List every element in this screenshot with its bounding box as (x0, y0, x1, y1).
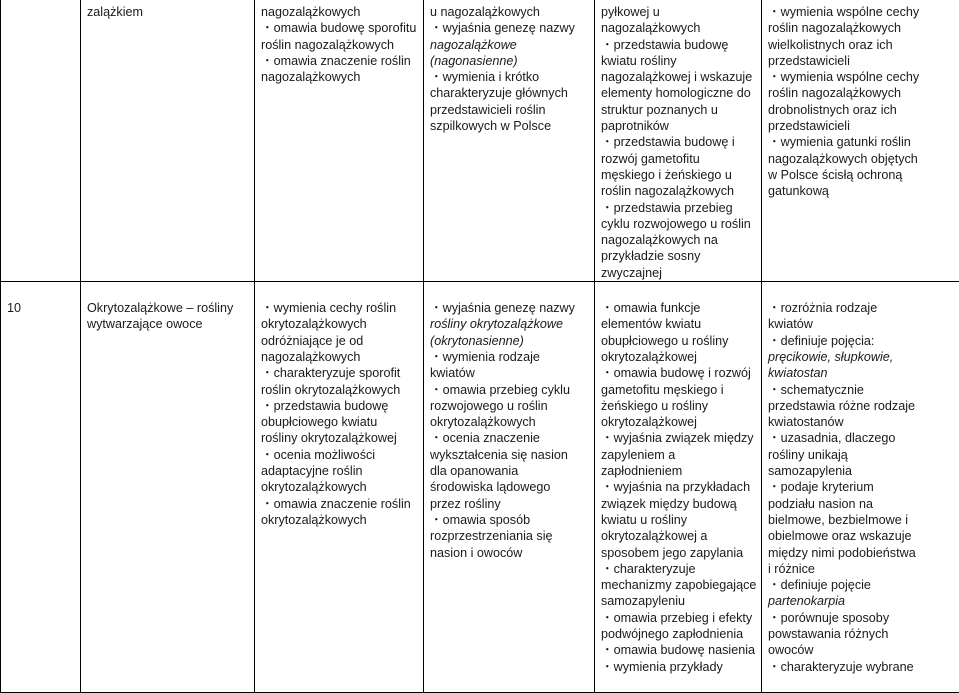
cell-text-line: przedstawicieli roślin (430, 102, 588, 118)
cell-text-line: rośliny okrytozalążkowe (430, 316, 588, 332)
cell-text-line: charakteryzuje głównych (430, 85, 588, 101)
cell-text-line: roślin nagozalążkowych (601, 183, 755, 199)
cell-text-line: kwiatów (430, 365, 588, 381)
cell-text-line: partenokarpia (768, 593, 953, 609)
cell-text-line: w Polsce ścisłą ochroną (768, 167, 953, 183)
cell-text-line: ・rozróżnia rodzaje (768, 300, 953, 316)
cell-text-line: sposobem jego zapylania (601, 545, 755, 561)
cell-text-line: gatunkową (768, 183, 953, 199)
cell-text-line: obielmowe oraz wskazuje (768, 528, 953, 544)
cell-text-line: ・wymienia wspólne cechy (768, 4, 953, 20)
cell-text-line: ・wymienia wspólne cechy (768, 69, 953, 85)
requirements-cell-4 (762, 0, 959, 282)
cell-text-line: środowiska lądowego (430, 479, 588, 495)
cell-text-line: nagozalążkowe (430, 37, 588, 53)
cell-text-line: nagozalążkowych (261, 4, 417, 20)
requirements-cell-3 (595, 0, 762, 282)
cell-text-line: ・przedstawia budowę (261, 398, 417, 414)
cell-text-line: ・wymienia gatunki roślin (768, 134, 953, 150)
cell-text-line: dla opanowania (430, 463, 588, 479)
cell-text-line: ・schematycznie (768, 382, 953, 398)
cell-text-line: ・omawia znaczenie roślin (261, 53, 417, 69)
cell-text-line: kwiatu u rośliny (601, 512, 755, 528)
cell-text-line: związek między budową (601, 496, 755, 512)
cell-text-line: roślin nagozalążkowych (261, 37, 417, 53)
requirements-cell-1 (255, 0, 424, 282)
cell-text-line: wykształcenia się nasion (430, 447, 588, 463)
cell-text-line: przez rośliny (430, 496, 588, 512)
cell-text-line: ・wymienia cechy roślin (261, 300, 417, 316)
cell-text-line: zapyleniem a (601, 447, 755, 463)
cell-text-line: ・omawia przebieg cyklu (430, 382, 588, 398)
cell-text-line: nagozalążkowych na (601, 232, 755, 248)
cell-text-line: ・wyjaśnia genezę nazwy (430, 20, 588, 36)
cell-text-line: ・wyjaśnia na przykładach (601, 479, 755, 495)
cell-text-line: obupłciowego u rośliny (601, 333, 755, 349)
cell-text-line: obupłciowego kwiatu (261, 414, 417, 430)
cell-text-line: ・charakteryzuje (601, 561, 755, 577)
cell-text-line: przedstawicieli (768, 118, 953, 134)
cell-text-line: ・przedstawia budowę i (601, 134, 755, 150)
lesson-number: 10 (7, 301, 21, 315)
cell-text-line: nagozalążkowych objętych (768, 151, 953, 167)
cell-text-line: nasion i owoców (430, 545, 588, 561)
cell-text-line: kwiatostan (768, 365, 953, 381)
cell-text-line: rozwój gametofitu (601, 151, 755, 167)
topic-cell (81, 0, 255, 282)
cell-text-line: (nagonasienne) (430, 53, 588, 69)
table-row (1, 0, 959, 282)
cell-text-line: między nimi podobieństwa (768, 545, 953, 561)
cell-text-line: drobnolistnych oraz ich (768, 102, 953, 118)
cell-text-line: ・omawia przebieg i efekty (601, 610, 755, 626)
cell-text-line: okrytozalążkowych (261, 316, 417, 332)
cell-text-line: owoców (768, 642, 953, 658)
cell-text-line: ・ocenia możliwości (261, 447, 417, 463)
cell-text-line: podziału nasion na (768, 496, 953, 512)
cell-text-line: ・porównuje sposoby (768, 610, 953, 626)
cell-text-line: ・podaje kryterium (768, 479, 953, 495)
cell-text-line: Okrytozalążkowe – rośliny (87, 300, 248, 316)
cell-text-line: mechanizmy zapobiegające (601, 577, 755, 593)
cell-text-line: ・wyjaśnia genezę nazwy (430, 300, 588, 316)
cell-text-line: struktur poznanych u (601, 102, 755, 118)
cell-text-line: samozapylenia (768, 463, 953, 479)
cell-text-line: okrytozalążkowych (261, 479, 417, 495)
cell-text-line: rozprzestrzeniania się (430, 528, 588, 544)
cell-text-line: okrytozalążkowych (261, 512, 417, 528)
cell-text-line: paprotników (601, 118, 755, 134)
cell-text-line: ・przedstawia przebieg (601, 200, 755, 216)
cell-text-line: kwiatostanów (768, 414, 953, 430)
cell-text-line: rośliny okrytozalążkowej (261, 430, 417, 446)
cell-text-line: ・omawia znaczenie roślin (261, 496, 417, 512)
table-row (1, 282, 959, 693)
cell-text-line: elementy homologiczne do (601, 85, 755, 101)
cell-text-line: roślin nagozalążkowych (768, 85, 953, 101)
cell-text-line: zwyczajnej (601, 265, 755, 281)
cell-text-line: ・omawia budowę nasienia (601, 642, 755, 658)
lesson-number-cell (1, 0, 81, 282)
cell-text-line: ・definiuje pojęcie (768, 577, 953, 593)
cell-text-line: żeńskiego u rośliny (601, 398, 755, 414)
cell-text-line: ・wymienia rodzaje (430, 349, 588, 365)
requirements-cell-3 (595, 282, 762, 693)
cell-text-line: okrytozalążkowej (601, 349, 755, 365)
cell-text-line: okrytozalążkowej a (601, 528, 755, 544)
cell-text-line: wielkolistnych oraz ich (768, 37, 953, 53)
cell-text-line: męskiego i żeńskiego u (601, 167, 755, 183)
cell-text-line: ・charakteryzuje sporofit (261, 365, 417, 381)
cell-text-line: ・omawia sposób (430, 512, 588, 528)
cell-text-line: przedstawia różne rodzaje (768, 398, 953, 414)
cell-text-line: szpilkowych w Polsce (430, 118, 588, 134)
cell-text-line: ・omawia budowę sporofitu (261, 20, 417, 36)
cell-text-line: ・wymienia i krótko (430, 69, 588, 85)
cell-text-line: ・przedstawia budowę (601, 37, 755, 53)
cell-text-line: przykładzie sosny (601, 248, 755, 264)
cell-text-line: bielmowe, bezbielmowe i (768, 512, 953, 528)
cell-text-line: ・wyjaśnia związek między (601, 430, 755, 446)
cell-text-line: u nagozalążkowych (430, 4, 588, 20)
requirements-cell-4 (762, 282, 959, 693)
cell-text-line: okrytozalążkowych (430, 414, 588, 430)
cell-text-line: zapłodnieniem (601, 463, 755, 479)
cell-text-line: ・omawia funkcje (601, 300, 755, 316)
cell-text-line: ・uzasadnia, dlaczego (768, 430, 953, 446)
cell-text-line: wytwarzające owoce (87, 316, 248, 332)
cell-text-line: kwiatów (768, 316, 953, 332)
cell-text-line: roślin nagozalążkowych (768, 20, 953, 36)
cell-text-line: samozapyleniu (601, 593, 755, 609)
cell-text-line: ・ocenia znaczenie (430, 430, 588, 446)
cell-text-line: roślin okrytozalążkowych (261, 382, 417, 398)
cell-text-line: kwiatu rośliny (601, 53, 755, 69)
cell-text-line: i różnice (768, 561, 953, 577)
cell-text-line: powstawania różnych (768, 626, 953, 642)
cell-text-line: przedstawicieli (768, 53, 953, 69)
cell-text-line: ・wymienia przykłady (601, 659, 755, 675)
cell-text-line: adaptacyjne roślin (261, 463, 417, 479)
cell-text-line: gametofitu męskiego i (601, 382, 755, 398)
cell-text-line: elementów kwiatu (601, 316, 755, 332)
cell-text-line: ・charakteryzuje wybrane (768, 659, 953, 675)
cell-text-line: podwójnego zapłodnienia (601, 626, 755, 642)
cell-text-line: nagozalążkowych (261, 349, 417, 365)
cell-text-line: okrytozalążkowej (601, 414, 755, 430)
cell-text-line: nagozalążkowej i wskazuje (601, 69, 755, 85)
topic-cell (81, 282, 255, 693)
cell-text-line: nagozalążkowych (261, 69, 417, 85)
cell-text-line: nagozalążkowych (601, 20, 755, 36)
requirements-cell-2 (424, 0, 595, 282)
lesson-number-cell (1, 282, 81, 693)
cell-text-line: pręcikowie, słupkowie, (768, 349, 953, 365)
requirements-cell-2 (424, 282, 595, 693)
topic-line: zalążkiem (87, 4, 248, 20)
requirements-cell-1 (255, 282, 424, 693)
cell-text-line: ・omawia budowę i rozwój (601, 365, 755, 381)
cell-text-line: cyklu rozwojowego u roślin (601, 216, 755, 232)
cell-text-line: ・definiuje pojęcia: (768, 333, 953, 349)
cell-text-line: rozwojowego u roślin (430, 398, 588, 414)
cell-text-line: (okrytonasienne) (430, 333, 588, 349)
cell-text-line: rośliny unikają (768, 447, 953, 463)
cell-text-line: pyłkowej u (601, 4, 755, 20)
cell-text-line: odróżniające je od (261, 333, 417, 349)
